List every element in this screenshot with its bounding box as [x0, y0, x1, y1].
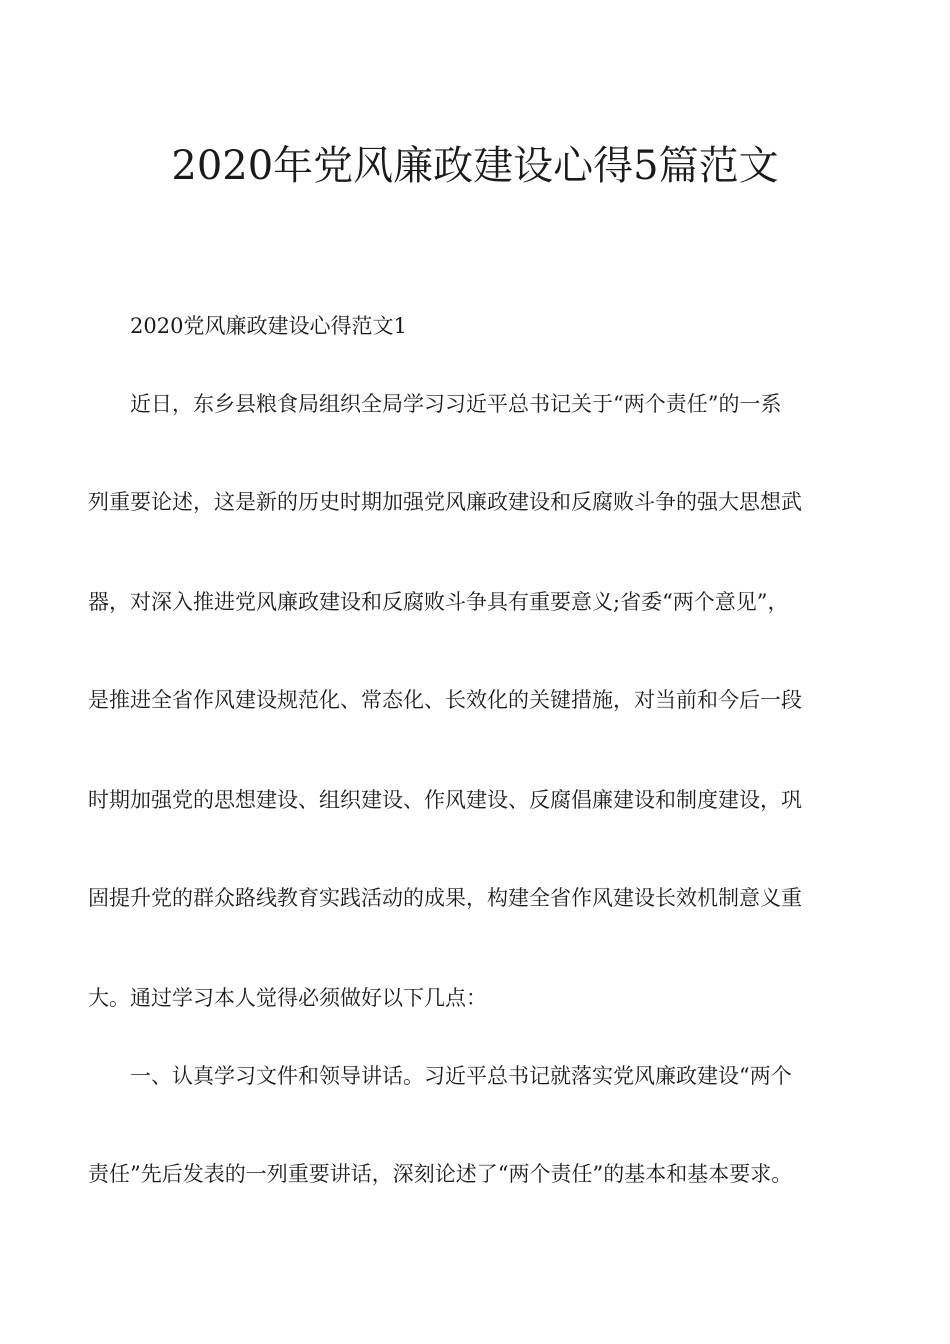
paragraph-line: 固提升党的群众路线教育实践活动的成果，构建全省作风建设长效机制意义重 [88, 886, 802, 910]
paragraph-line: 时期加强党的思想建设、组织建设、作风建设、反腐倡廉建设和制度建设，巩 [88, 788, 802, 812]
paragraph-line: 器，对深入推进党风廉政建设和反腐败斗争具有重要意义;省委“两个意见”， [88, 590, 789, 614]
paragraph-line: 列重要论述，这是新的历史时期加强党风廉政建设和反腐败斗争的强大思想武 [88, 490, 802, 514]
document-title: 2020年党风廉政建设心得5篇范文 [171, 143, 779, 189]
section-heading: 2020党风廉政建设心得范文1 [130, 314, 407, 338]
paragraph-line: 是推进全省作风建设规范化、常态化、长效化的关键措施，对当前和今后一段 [88, 688, 802, 712]
paragraph-line: 责任”先后发表的一列重要讲话，深刻论述了“两个责任”的基本和基本要求。 [88, 1162, 793, 1186]
paragraph-line: 近日，东乡县粮食局组织全局学习习近平总书记关于“两个责任”的一系 [130, 392, 782, 416]
paragraph-line: 大。通过学习本人觉得必须做好以下几点： [88, 986, 487, 1010]
paragraph-line: 一、认真学习文件和领导讲话。习近平总书记就落实党风廉政建设“两个 [130, 1064, 792, 1088]
